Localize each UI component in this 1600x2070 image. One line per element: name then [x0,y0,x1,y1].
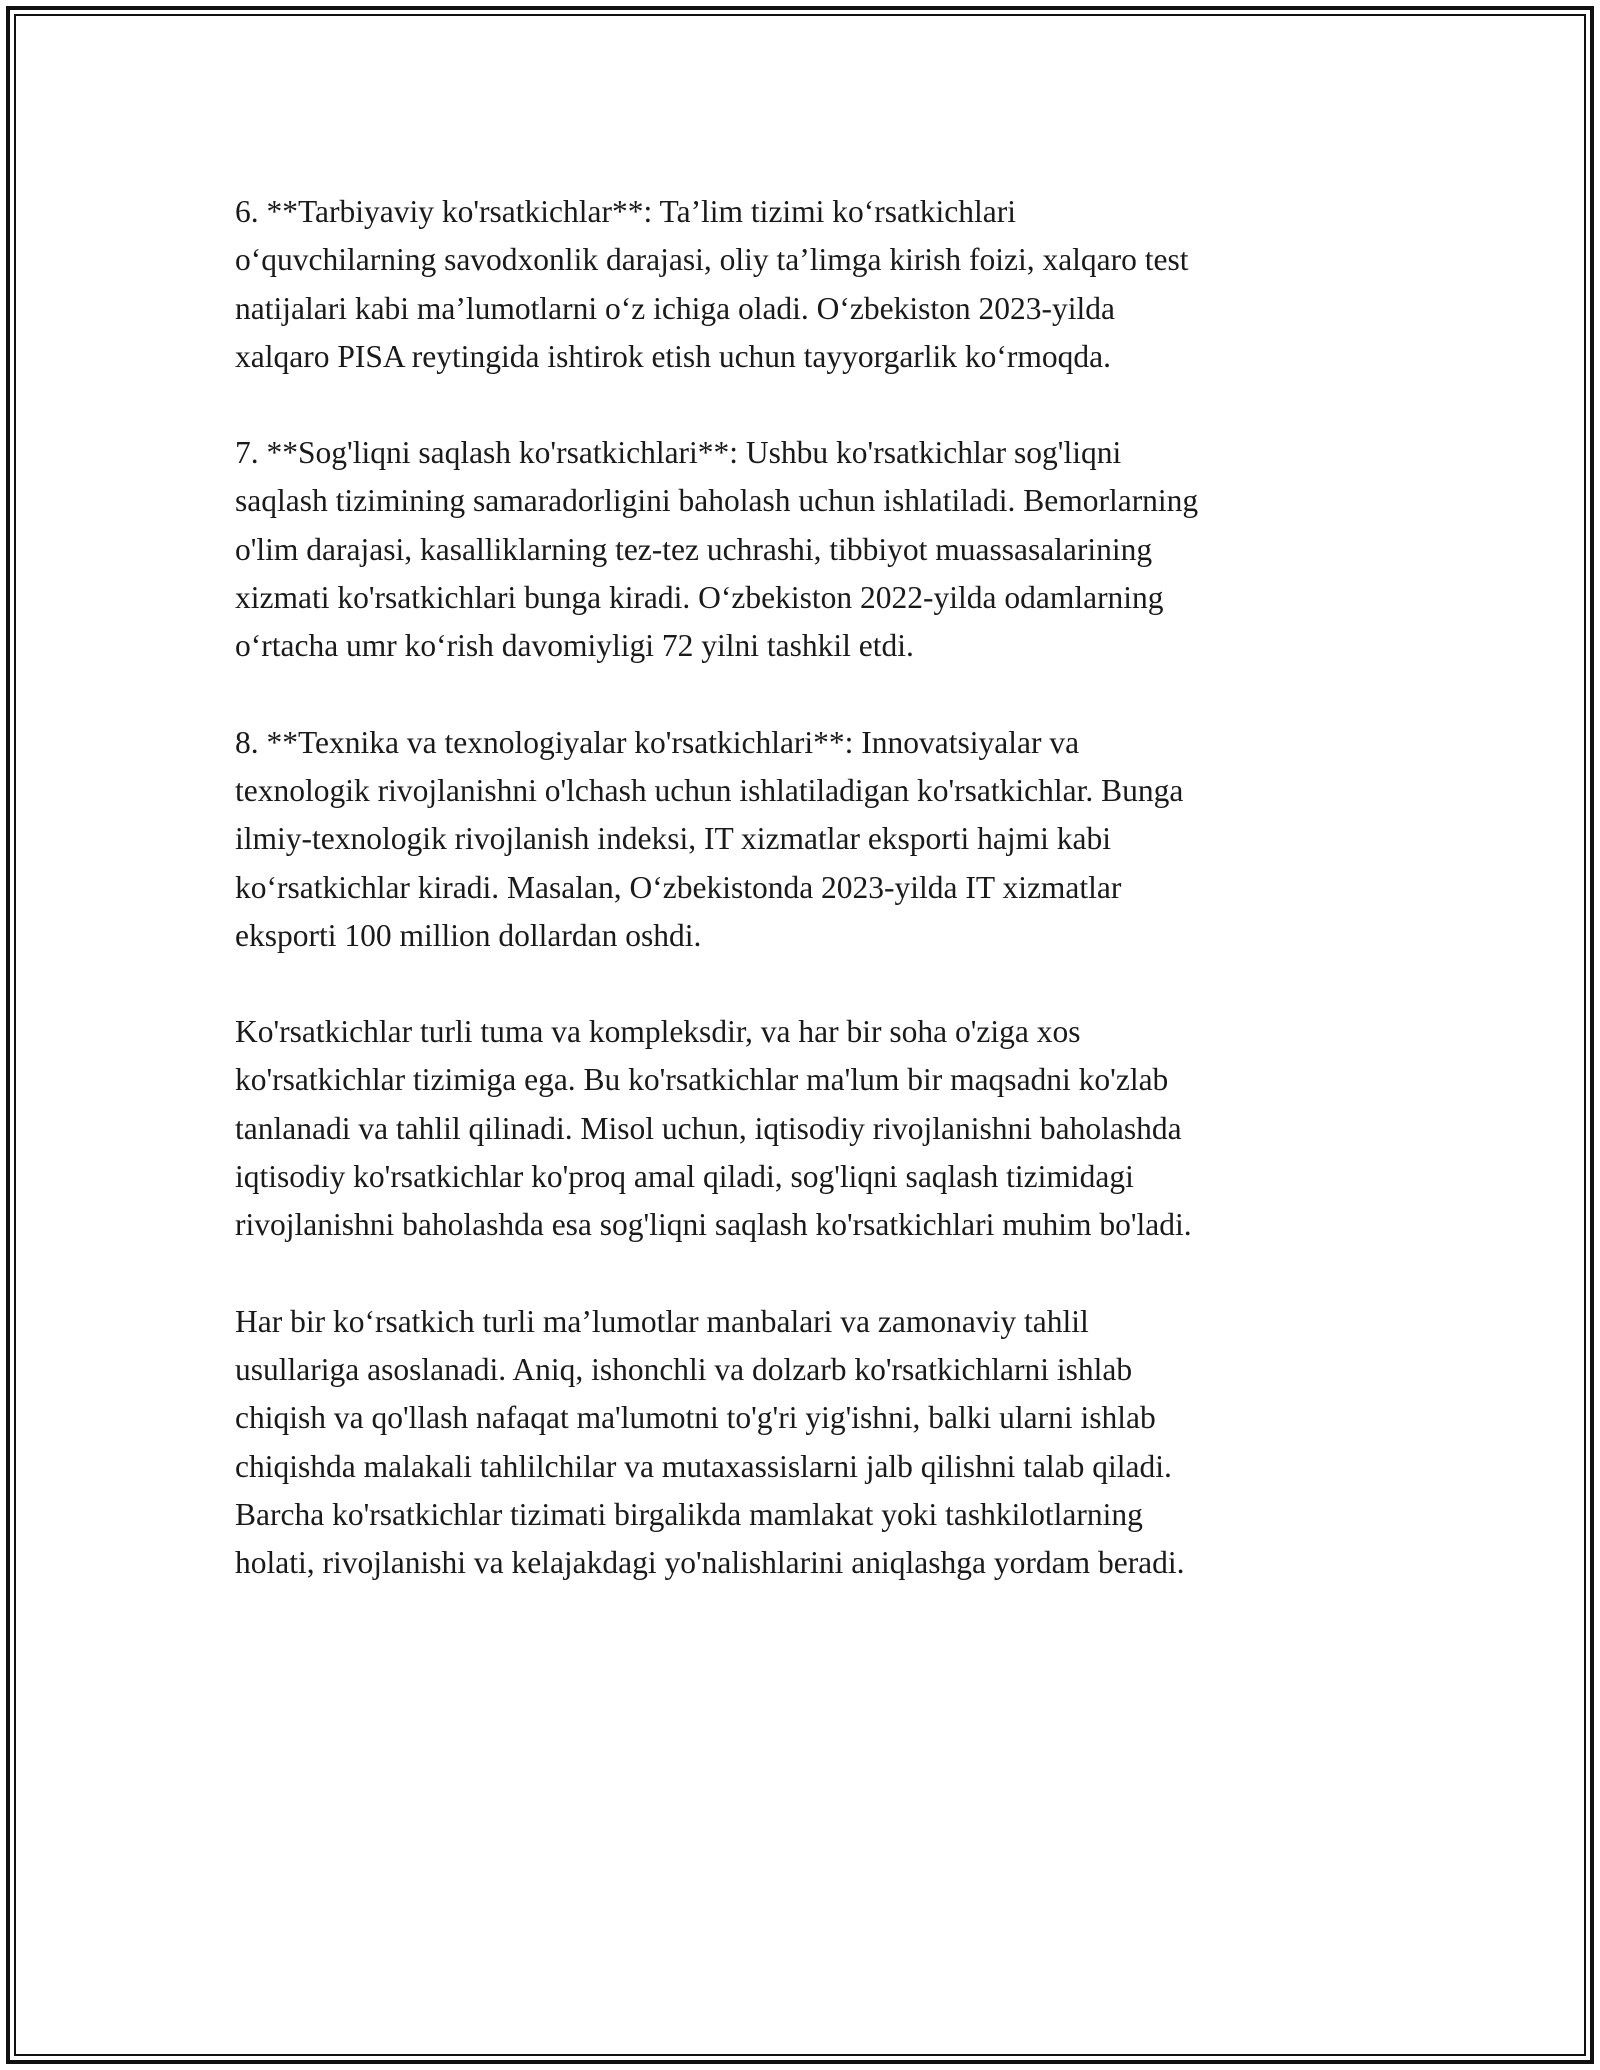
paragraph-technology-indicators: 8. **Texnika va texnologiyalar ko'rsatkichlari**: Innovatsiyalar va texnologik rivojlanishni o'lchash uchun ishlatiladigan ko'rsatkichlar. Bunga ilmiy-texnologik rivojlanish indeksi, IT xizmatlar eksporti hajmi kabi ko‘rsatkichlar kiradi. Masalan, O‘zbekistonda 2023-yilda IT xizmatlar eksporti 100 million dollardan oshdi. [235,724,1184,953]
paragraph-indicator-diversity: Ko'rsatkichlar turli tuma va kompleksdir, va har bir soha o'ziga xos ko'rsatkichlar tizimiga ega. Bu ko'rsatkichlar ma'lum bir maqsadni ko'zlab tanlanadi va tahlil qilinadi. Misol uchun, iqtisodiy rivojlanishni baholashda iqtisodiy ko'rsatkichlar ko'proq amal qiladi, sog'liqni saqlash tizimidagi rivojlanishni baholashda esa sog'liqni saqlash ko'rsatkichlari muhim bo'ladi. [235,1014,1192,1243]
paragraph-health-indicators: 7. **Sog'liqni saqlash ko'rsatkichlari**: Ushbu ko'rsatkichlar sog'liqni saqlash tizimining samaradorligini baholash uchun ishlatiladi. Bemorlarning o'lim darajasi, kasalliklarning tez-tez uchrashi, tibbiyot muassasalarining xizmati ko'rsatkichlari bunga kiradi. O‘zbekiston 2022-yilda odamlarning o‘rtacha umr ko‘rish davomiyligi 72 yilni tashkil etdi. [235,435,1199,664]
document-body [235,188,1375,1635]
paragraph-indicator-sources: Har bir ko‘rsatkich turli ma’lumotlar manbalari va zamonaviy tahlil usullariga asoslanadi. Aniq, ishonchli va dolzarb ko'rsatkichlarni ishlab chiqish va qo'llash nafaqat ma'lumotni to'g'ri yig'ishni, balki ularni ishlab chiqishda malakali tahlilchilar va mutaxassislarni jalb qilishni talab qiladi. Barcha ko'rsatkichlar tizimati birgalikda mamlakat yoki tashkilotlarning holati, rivojlanishi va kelajakdagi yo'nalishlarini aniqlashga yordam beradi. [235,1303,1185,1581]
paragraph-educational-indicators: 6. **Tarbiyaviy ko'rsatkichlar**: Ta’lim tizimi ko‘rsatkichlari o‘quvchilarning savodxonlik darajasi, oliy ta’limga kirish foizi, xalqaro test natijalari kabi ma’lumotlarni o‘z ichiga oladi. O‘zbekiston 2023-yilda xalqaro PISA reytingida ishtirok etish uchun tayyorgarlik ko‘rmoqda. [235,194,1189,374]
